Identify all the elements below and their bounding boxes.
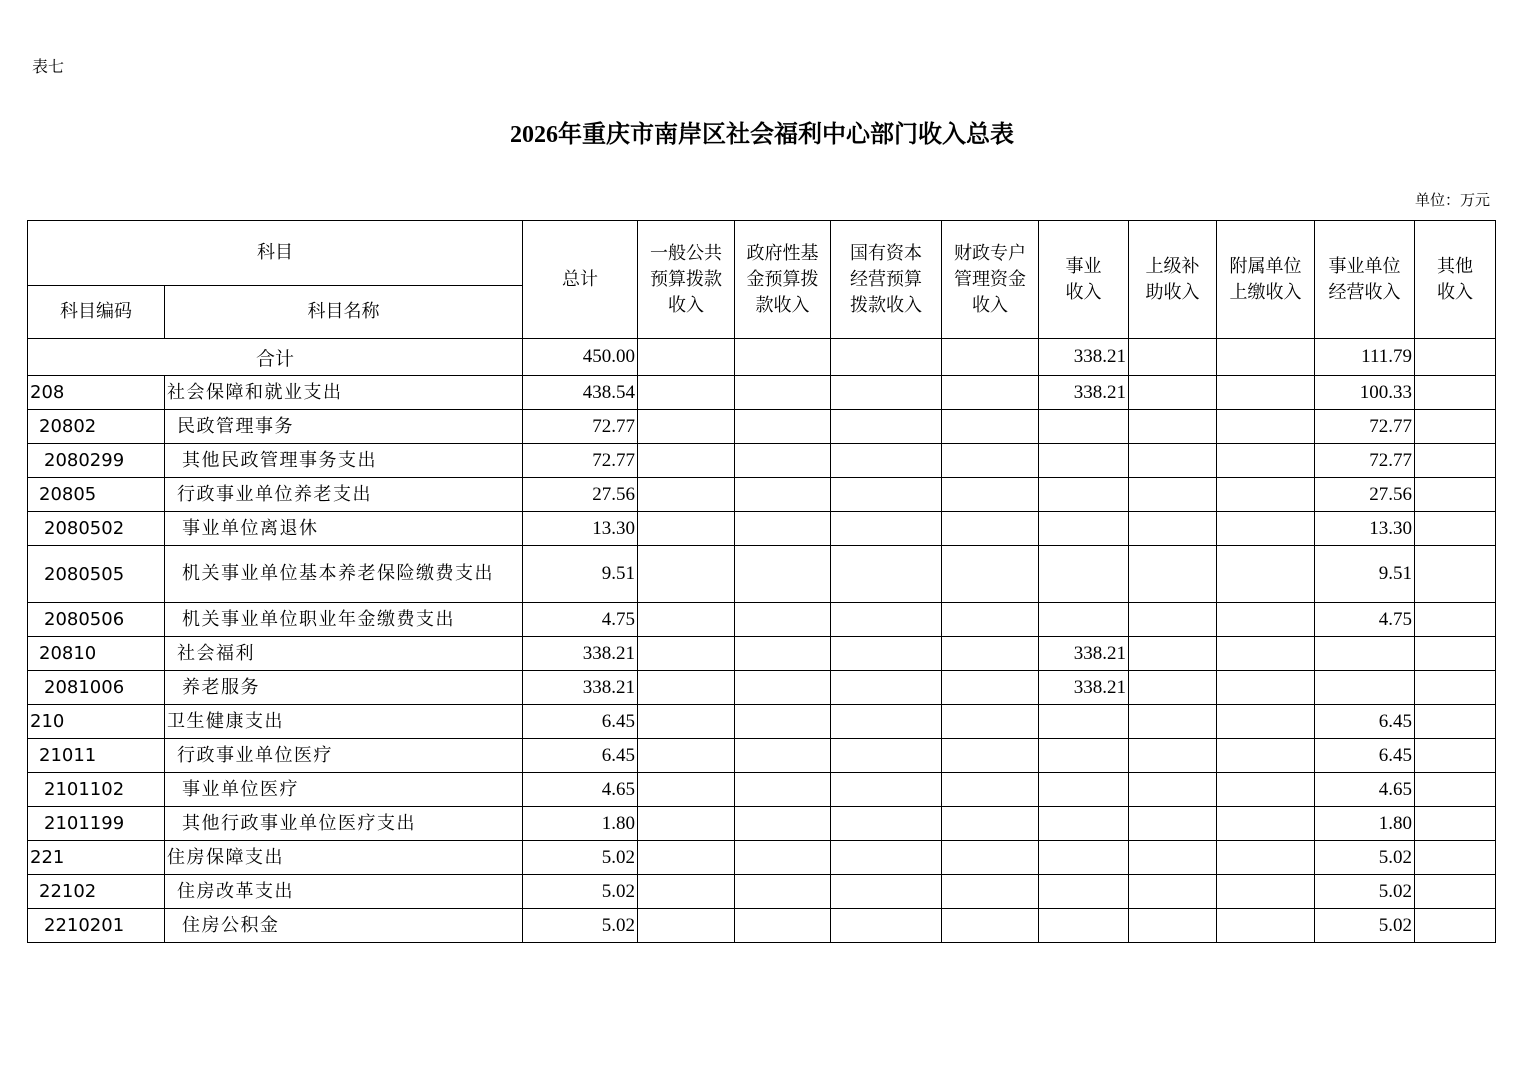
amount-cell — [942, 637, 1039, 671]
amount-cell — [638, 671, 735, 705]
amount-cell — [942, 807, 1039, 841]
amount-cell: 5.02 — [1315, 909, 1415, 943]
amount-cell: 4.75 — [1315, 603, 1415, 637]
amount-cell — [1217, 637, 1315, 671]
subject-name-cell: 住房保障支出 — [165, 841, 523, 875]
amount-cell: 72.77 — [523, 444, 638, 478]
subject-code-cell: 22102 — [28, 875, 165, 909]
column-header-line: 总计 — [562, 268, 598, 290]
subject-header: 科目 — [28, 221, 523, 286]
amount-cell — [1217, 478, 1315, 512]
column-header-line: 经营收入 — [1328, 281, 1401, 303]
amount-cell — [942, 603, 1039, 637]
table-row — [28, 705, 1496, 739]
amount-cell — [831, 671, 942, 705]
amount-cell — [1415, 875, 1496, 909]
amount-cell: 1.80 — [523, 807, 638, 841]
amount-cell — [1217, 376, 1315, 410]
amount-cell — [831, 705, 942, 739]
amount-cell — [1415, 603, 1496, 637]
column-header-line: 国有资本 — [850, 242, 922, 264]
amount-cell: 6.45 — [523, 739, 638, 773]
amount-cell — [735, 376, 831, 410]
amount-cell — [735, 909, 831, 943]
table-row — [28, 603, 1496, 637]
column-header-line: 一般公共 — [650, 242, 722, 264]
column-header-line: 收入 — [668, 294, 704, 316]
amount-cell — [1129, 773, 1217, 807]
amount-cell — [1217, 410, 1315, 444]
amount-cell — [1415, 478, 1496, 512]
table-row — [28, 376, 1496, 410]
amount-cell — [1415, 705, 1496, 739]
amount-cell — [1415, 841, 1496, 875]
amount-cell — [1039, 909, 1129, 943]
amount-cell: 4.65 — [1315, 773, 1415, 807]
amount-cell: 13.30 — [523, 512, 638, 546]
total-value — [942, 339, 1039, 376]
amount-cell — [1129, 637, 1217, 671]
amount-cell: 72.77 — [1315, 444, 1415, 478]
subject-code-header: 科目编码 — [28, 286, 165, 339]
amount-cell — [638, 773, 735, 807]
amount-cell — [1129, 739, 1217, 773]
subject-code-cell: 2080299 — [28, 444, 165, 478]
amount-cell — [1217, 546, 1315, 603]
column-header-line: 财政专户 — [954, 242, 1026, 264]
column-header-line: 管理资金 — [954, 268, 1026, 290]
amount-cell — [1039, 773, 1129, 807]
amount-cell — [638, 444, 735, 478]
total-value: 338.21 — [1039, 339, 1129, 376]
amount-cell — [831, 841, 942, 875]
table-row — [28, 875, 1496, 909]
amount-cell — [735, 705, 831, 739]
amount-cell — [1039, 512, 1129, 546]
total-value — [1415, 339, 1496, 376]
amount-cell — [1415, 739, 1496, 773]
amount-cell — [1217, 739, 1315, 773]
subject-code-cell: 210 — [28, 705, 165, 739]
amount-cell — [1217, 603, 1315, 637]
subject-name-cell: 事业单位医疗 — [165, 773, 523, 807]
amount-cell — [638, 637, 735, 671]
subject-code-cell: 20805 — [28, 478, 165, 512]
amount-cell — [942, 444, 1039, 478]
amount-cell: 5.02 — [523, 841, 638, 875]
subject-code-cell: 20802 — [28, 410, 165, 444]
amount-cell: 338.21 — [1039, 637, 1129, 671]
subject-code-cell: 2081006 — [28, 671, 165, 705]
amount-cell: 338.21 — [1039, 376, 1129, 410]
amount-cell: 338.21 — [523, 671, 638, 705]
income-summary-table — [27, 220, 1496, 943]
amount-cell — [638, 512, 735, 546]
amount-cell: 5.02 — [523, 875, 638, 909]
subject-code-cell: 2101102 — [28, 773, 165, 807]
amount-cell — [638, 739, 735, 773]
subject-name-header: 科目名称 — [165, 286, 523, 339]
amount-cell: 100.33 — [1315, 376, 1415, 410]
table-row — [28, 909, 1496, 943]
amount-cell — [1129, 671, 1217, 705]
amount-cell — [942, 671, 1039, 705]
amount-cell — [1415, 410, 1496, 444]
amount-cell — [1039, 739, 1129, 773]
amount-cell — [735, 444, 831, 478]
subject-name-cell: 卫生健康支出 — [165, 705, 523, 739]
amount-cell — [942, 841, 1039, 875]
subject-code-cell: 2080506 — [28, 603, 165, 637]
table-row — [28, 773, 1496, 807]
total-row — [28, 339, 1496, 376]
subject-name-cell: 住房公积金 — [165, 909, 523, 943]
amount-cell — [942, 546, 1039, 603]
subject-name-cell: 事业单位离退休 — [165, 512, 523, 546]
amount-cell — [831, 875, 942, 909]
amount-cell — [638, 705, 735, 739]
amount-cell: 5.02 — [523, 909, 638, 943]
amount-cell — [1129, 410, 1217, 444]
amount-cell — [831, 546, 942, 603]
amount-cell — [1039, 841, 1129, 875]
total-label: 合计 — [28, 339, 523, 376]
column-header-line: 金预算拨 — [746, 268, 819, 290]
amount-cell — [735, 478, 831, 512]
subject-name-cell: 住房改革支出 — [165, 875, 523, 909]
subject-name-cell: 养老服务 — [165, 671, 523, 705]
amount-cell — [1039, 410, 1129, 444]
amount-cell: 9.51 — [523, 546, 638, 603]
amount-cell — [942, 739, 1039, 773]
amount-cell — [638, 807, 735, 841]
table-row — [28, 478, 1496, 512]
amount-cell: 9.51 — [1315, 546, 1415, 603]
subject-name-cell: 行政事业单位医疗 — [165, 739, 523, 773]
amount-cell — [831, 909, 942, 943]
amount-cell — [1129, 603, 1217, 637]
amount-cell — [735, 637, 831, 671]
amount-cell: 438.54 — [523, 376, 638, 410]
column-header-line: 助收入 — [1145, 281, 1200, 303]
subject-name-cell: 民政管理事务 — [165, 410, 523, 444]
column-header-line: 款收入 — [755, 294, 810, 316]
column-header-line: 收入 — [1437, 281, 1473, 303]
amount-cell — [831, 807, 942, 841]
total-value: 450.00 — [523, 339, 638, 376]
amount-cell — [1217, 671, 1315, 705]
column-header — [831, 221, 942, 339]
amount-cell — [1039, 807, 1129, 841]
subject-name-cell: 社会保障和就业支出 — [165, 376, 523, 410]
amount-cell — [942, 773, 1039, 807]
amount-cell — [831, 512, 942, 546]
table-row — [28, 546, 1496, 603]
amount-cell — [831, 376, 942, 410]
amount-cell — [735, 546, 831, 603]
subject-name-cell: 机关事业单位职业年金缴费支出 — [165, 603, 523, 637]
amount-cell — [735, 807, 831, 841]
amount-cell: 4.75 — [523, 603, 638, 637]
unit-label: 单位：万元 — [1414, 193, 1490, 209]
column-header-line: 事业单位 — [1328, 255, 1401, 277]
amount-cell — [735, 671, 831, 705]
column-header — [735, 221, 831, 339]
column-header — [942, 221, 1039, 339]
amount-cell — [638, 875, 735, 909]
amount-cell — [1217, 807, 1315, 841]
amount-cell — [638, 376, 735, 410]
amount-cell — [638, 603, 735, 637]
amount-cell — [735, 739, 831, 773]
amount-cell — [1217, 875, 1315, 909]
amount-cell — [1415, 512, 1496, 546]
column-header — [1217, 221, 1315, 339]
amount-cell — [942, 376, 1039, 410]
amount-cell — [735, 410, 831, 444]
total-value — [1129, 339, 1217, 376]
amount-cell — [942, 875, 1039, 909]
page-title: 2026年重庆市南岸区社会福利中心部门收入总表 — [510, 122, 1014, 148]
amount-cell — [1129, 705, 1217, 739]
table-row — [28, 512, 1496, 546]
amount-cell — [1039, 603, 1129, 637]
amount-cell — [1039, 705, 1129, 739]
amount-cell: 5.02 — [1315, 841, 1415, 875]
amount-cell: 27.56 — [523, 478, 638, 512]
amount-cell — [1129, 376, 1217, 410]
amount-cell — [1415, 376, 1496, 410]
amount-cell — [831, 603, 942, 637]
subject-name-cell: 机关事业单位基本养老保险缴费支出 — [165, 546, 523, 603]
subject-code-cell: 21011 — [28, 739, 165, 773]
total-value: 111.79 — [1315, 339, 1415, 376]
amount-cell — [1415, 637, 1496, 671]
column-header-line: 收入 — [1065, 281, 1102, 303]
amount-cell — [735, 603, 831, 637]
total-value — [638, 339, 735, 376]
subject-code-cell: 20810 — [28, 637, 165, 671]
table-row — [28, 807, 1496, 841]
amount-cell: 27.56 — [1315, 478, 1415, 512]
subject-name-cell: 其他行政事业单位医疗支出 — [165, 807, 523, 841]
subject-code-cell: 2080502 — [28, 512, 165, 546]
amount-cell — [831, 478, 942, 512]
amount-cell — [1039, 546, 1129, 603]
amount-cell — [1217, 773, 1315, 807]
amount-cell — [735, 841, 831, 875]
amount-cell — [942, 909, 1039, 943]
amount-cell — [1217, 444, 1315, 478]
table-row — [28, 410, 1496, 444]
amount-cell — [1217, 909, 1315, 943]
amount-cell — [1217, 512, 1315, 546]
total-value — [831, 339, 942, 376]
amount-cell — [638, 546, 735, 603]
amount-cell — [831, 773, 942, 807]
amount-cell: 6.45 — [1315, 739, 1415, 773]
amount-cell — [735, 773, 831, 807]
amount-cell — [1129, 807, 1217, 841]
amount-cell: 6.45 — [523, 705, 638, 739]
amount-cell — [831, 637, 942, 671]
amount-cell: 72.77 — [523, 410, 638, 444]
column-header — [1415, 221, 1496, 339]
amount-cell: 6.45 — [1315, 705, 1415, 739]
column-header-line: 收入 — [972, 294, 1008, 316]
column-header-line: 其他 — [1437, 255, 1473, 277]
amount-cell — [1039, 478, 1129, 512]
amount-cell: 4.65 — [523, 773, 638, 807]
table-row — [28, 671, 1496, 705]
total-value — [735, 339, 831, 376]
total-value — [1217, 339, 1315, 376]
amount-cell: 13.30 — [1315, 512, 1415, 546]
amount-cell — [1129, 512, 1217, 546]
table-number-label: 表七 — [32, 59, 65, 76]
amount-cell — [942, 705, 1039, 739]
subject-name-cell: 其他民政管理事务支出 — [165, 444, 523, 478]
column-header-line: 拨款收入 — [850, 294, 922, 316]
amount-cell — [1129, 478, 1217, 512]
column-header-line: 事业 — [1065, 255, 1102, 277]
amount-cell — [1315, 637, 1415, 671]
amount-cell — [1039, 875, 1129, 909]
amount-cell — [831, 444, 942, 478]
amount-cell — [735, 875, 831, 909]
subject-code-cell: 2210201 — [28, 909, 165, 943]
column-header — [523, 221, 638, 339]
amount-cell: 338.21 — [1039, 671, 1129, 705]
subject-code-cell: 2080505 — [28, 546, 165, 603]
amount-cell — [638, 909, 735, 943]
amount-cell: 72.77 — [1315, 410, 1415, 444]
amount-cell — [1129, 546, 1217, 603]
table-row — [28, 841, 1496, 875]
subject-name-cell: 社会福利 — [165, 637, 523, 671]
column-header-line: 上级补 — [1145, 255, 1200, 277]
amount-cell — [1415, 671, 1496, 705]
column-header-line: 经营预算 — [850, 268, 922, 290]
amount-cell — [1129, 841, 1217, 875]
amount-cell — [1415, 909, 1496, 943]
amount-cell — [1129, 875, 1217, 909]
column-header-line: 预算拨款 — [650, 268, 722, 290]
column-header-line: 附属单位 — [1229, 255, 1302, 277]
amount-cell: 5.02 — [1315, 875, 1415, 909]
amount-cell — [1217, 705, 1315, 739]
amount-cell — [831, 739, 942, 773]
table-row — [28, 637, 1496, 671]
amount-cell — [638, 410, 735, 444]
table-row — [28, 739, 1496, 773]
subject-code-cell: 221 — [28, 841, 165, 875]
amount-cell — [942, 512, 1039, 546]
amount-cell — [638, 478, 735, 512]
amount-cell — [942, 478, 1039, 512]
subject-code-cell: 208 — [28, 376, 165, 410]
column-header-line: 上缴收入 — [1229, 281, 1302, 303]
amount-cell — [1129, 909, 1217, 943]
amount-cell: 1.80 — [1315, 807, 1415, 841]
amount-cell — [735, 512, 831, 546]
amount-cell — [1217, 841, 1315, 875]
amount-cell — [1415, 444, 1496, 478]
amount-cell — [1039, 444, 1129, 478]
amount-cell — [1415, 807, 1496, 841]
subject-code-cell: 2101199 — [28, 807, 165, 841]
amount-cell — [1415, 773, 1496, 807]
column-header-line: 政府性基 — [746, 242, 819, 264]
amount-cell — [638, 841, 735, 875]
column-header — [1129, 221, 1217, 339]
table-row — [28, 444, 1496, 478]
amount-cell: 338.21 — [523, 637, 638, 671]
column-header — [1315, 221, 1415, 339]
amount-cell — [831, 410, 942, 444]
column-header — [1039, 221, 1129, 339]
amount-cell — [942, 410, 1039, 444]
column-header — [638, 221, 735, 339]
amount-cell — [1415, 546, 1496, 603]
amount-cell — [1129, 444, 1217, 478]
amount-cell — [1315, 671, 1415, 705]
subject-name-cell: 行政事业单位养老支出 — [165, 478, 523, 512]
